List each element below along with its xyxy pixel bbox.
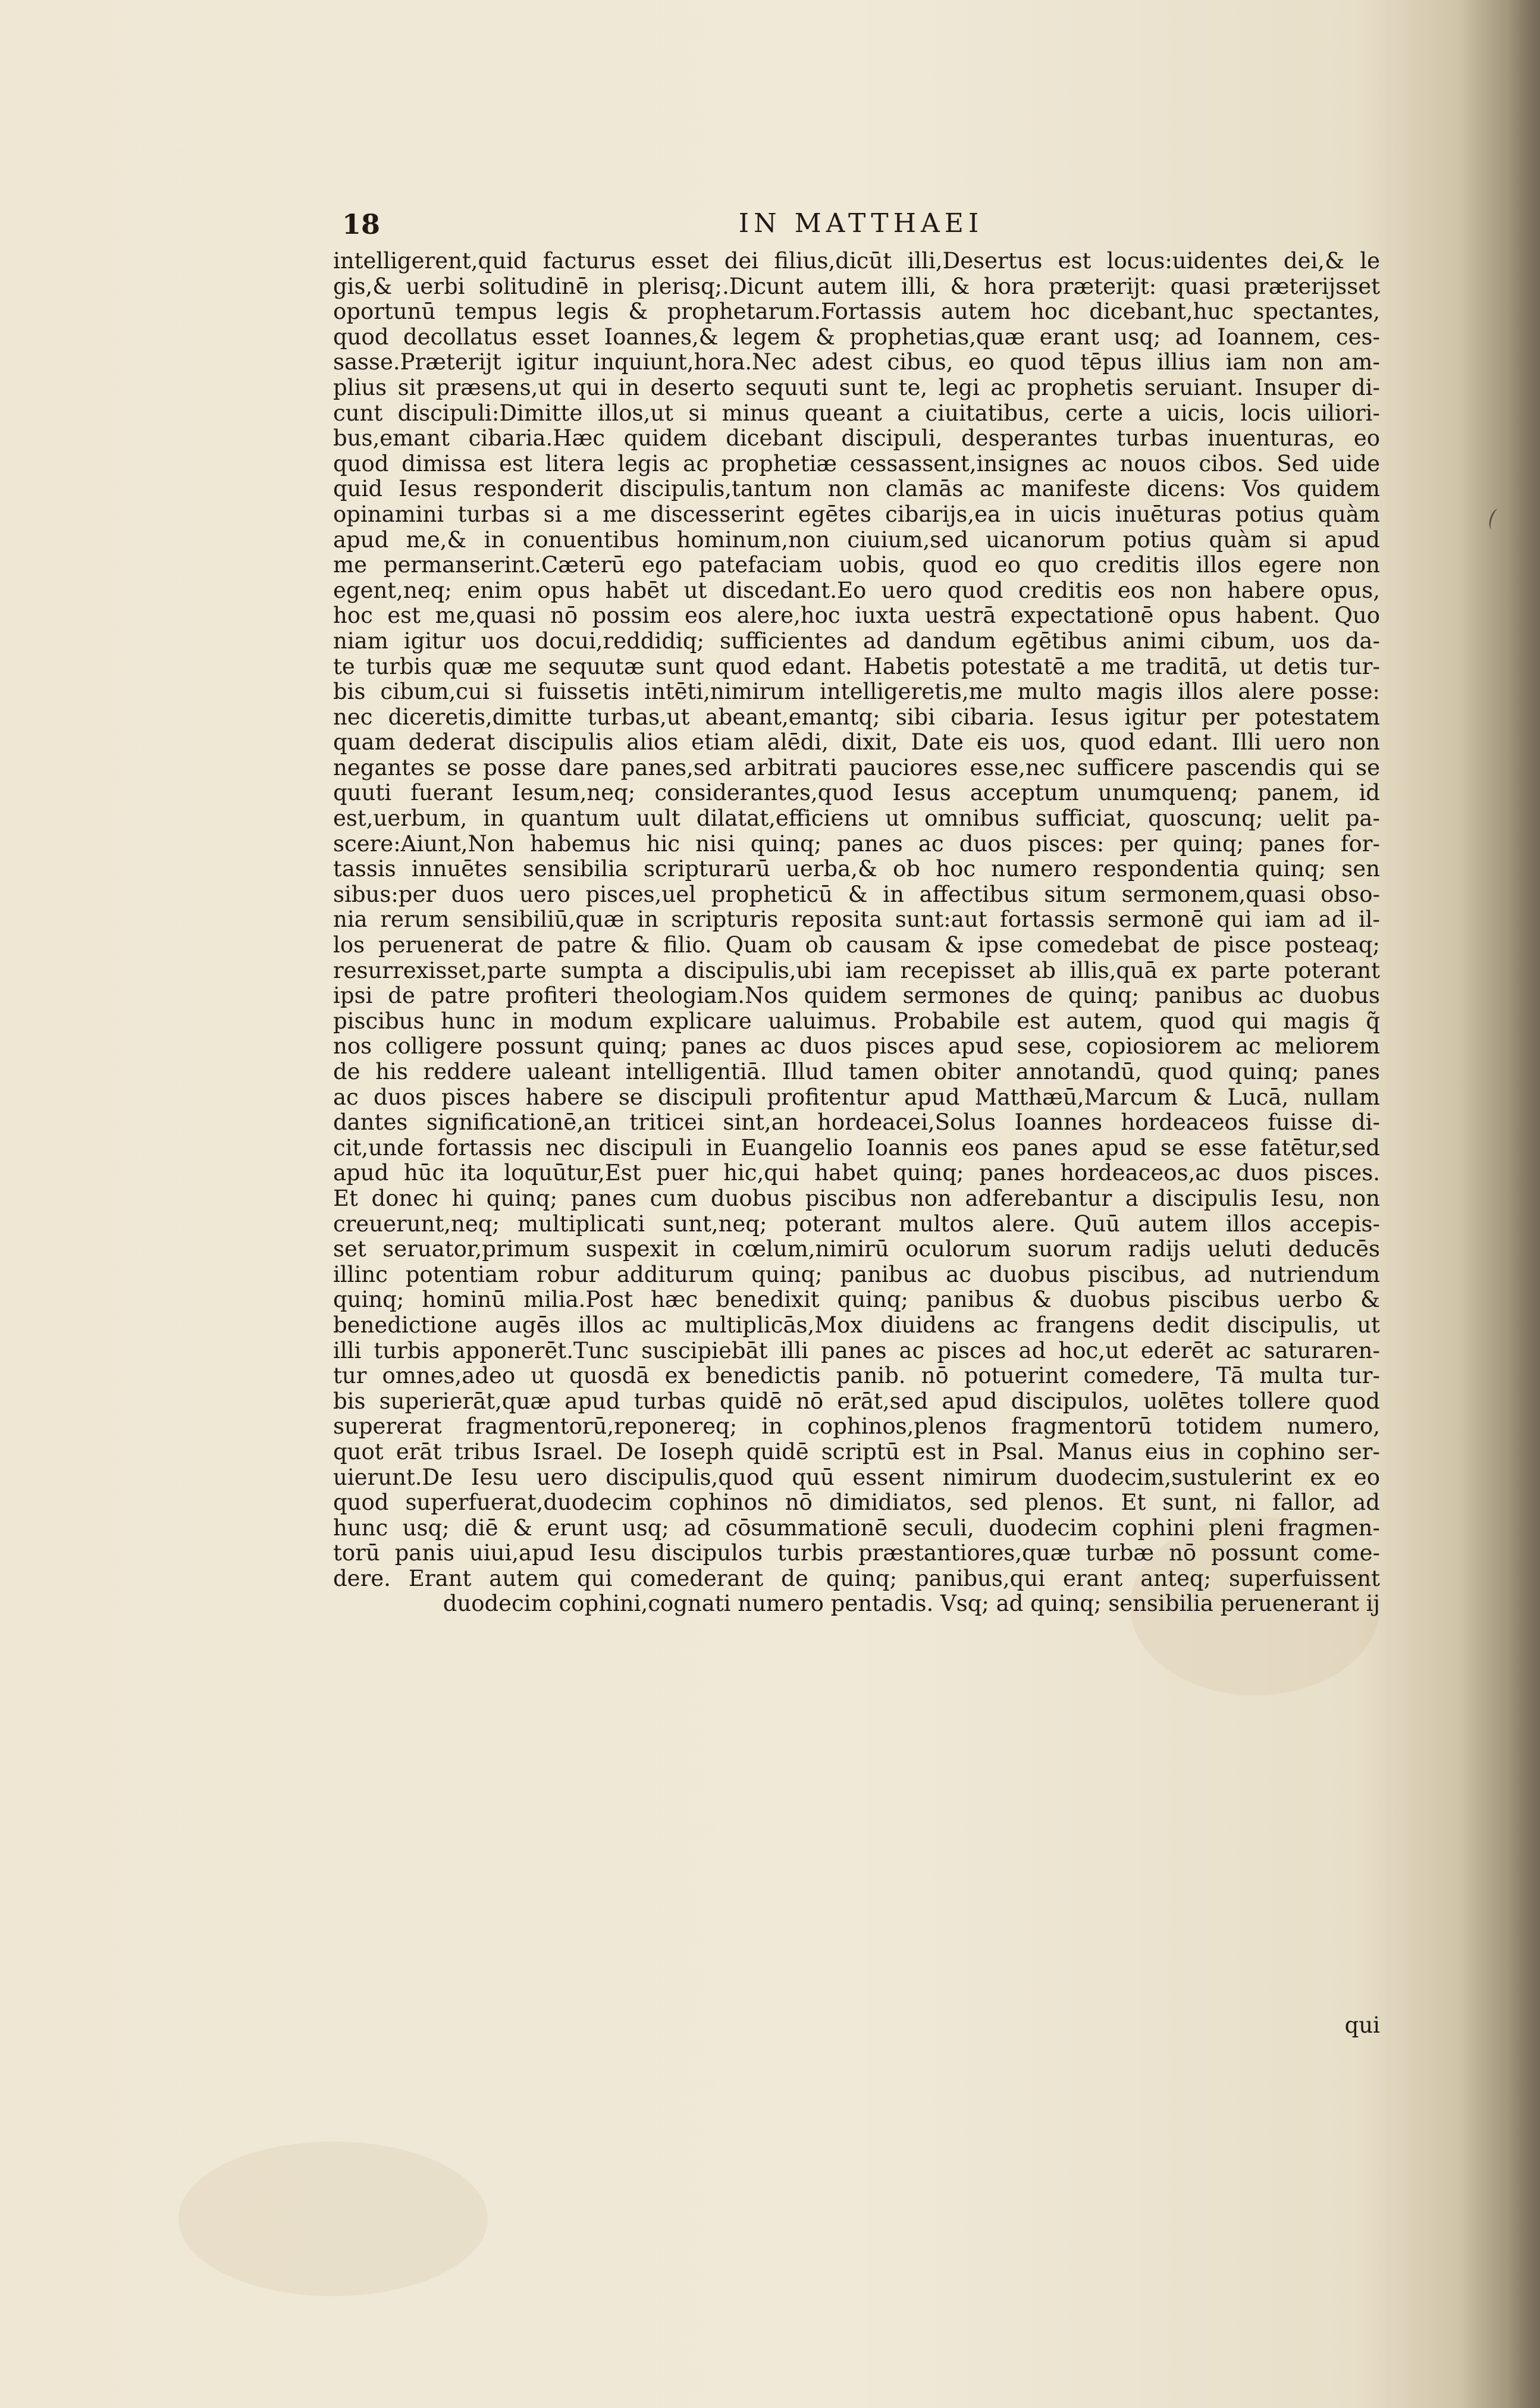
text-line: quot erāt tribus Israel. De Ioseph quidē scriptū est in Psal. Manus eius in cophino ser- (333, 1439, 1380, 1465)
text-line: hoc est me,quasi nō possim eos alere,hoc iuxta uestrā expectationē opus habent. Quo (333, 603, 1380, 629)
text-line: negantes se posse dare panes,sed arbitrati pauciores esse,nec sufficere pascendis qui se (333, 755, 1380, 780)
text-line: creuerunt,neq; multiplicati sunt,neq; poterant multos alere. Quū autem illos accepis- (333, 1211, 1380, 1237)
text-line: tassis innuētes sensibilia scripturarū uerba,& ob hoc numero respondentia quinq; sen (333, 857, 1380, 882)
text-line: de his reddere ualeant intelligentiā. Illud tamen obiter annotandū, quod quinq; panes (333, 1059, 1380, 1084)
text-line: Et donec hi quinq; panes cum duobus piscibus non adferebantur a discipulis Iesu, non (333, 1186, 1380, 1211)
catchword: qui (1344, 2012, 1380, 2038)
text-line: quuti fuerant Iesum,neq; considerantes,quod Iesus acceptum unumquenq; panem, id (333, 780, 1380, 806)
text-line: quod dimissa est litera legis ac prophetiæ cessassent,insignes ac nouos cibos. Sed uide (333, 451, 1380, 476)
text-line: quod decollatus esset Ioannes,& legem & prophetias,quæ erant usq; ad Ioannem, ces- (333, 324, 1380, 350)
text-line: est,uerbum, in quantum uult dilatat,efficiens ut omnibus sufficiat, quoscunq; uelit pa- (333, 806, 1380, 832)
text-line: sibus:per duos uero pisces,uel propheticū & in affectibus situm sermonem,quasi obso- (333, 882, 1380, 907)
text-line: benedictione augēs illos ac multiplicās,Mox diuidens ac frangens dedit discipulis, ut (333, 1312, 1380, 1338)
text-line: ac duos pisces habere se discipuli profitentur apud Matthæū,Marcum & Lucā, nullam (333, 1084, 1380, 1110)
text-line: bis superierāt,quæ apud turbas quidē nō erāt,sed apud discipulos, uolētes tollere quod (333, 1388, 1380, 1414)
page-edge-shadow (1457, 0, 1540, 2408)
text-line: quinq; hominū milia.Post hæc benedixit quinq; panibus & duobus piscibus uerbo & (333, 1287, 1380, 1313)
text-line: bis cibum,cui si fuissetis intēti,nimirum intelligeretis,me multo magis illos alere posse: (333, 679, 1380, 705)
text-line: nia rerum sensibiliū,quæ in scripturis reposita sunt:aut fortassis sermonē qui iam ad il- (333, 907, 1380, 933)
text-line: oportunū tempus legis & prophetarum.Fortassis autem hoc dicebant,huc spectantes, (333, 299, 1380, 325)
text-line: te turbis quæ me sequutæ sunt quod edant. Habetis potestatē a me traditā, ut detis tur- (333, 654, 1380, 679)
text-line: niam igitur uos docui,reddidiq; sufficientes ad dandum egētibus animi cibum, uos da- (333, 628, 1380, 654)
text-line: illinc potentiam robur additurum quinq; panibus ac duobus piscibus, ad nutriendum (333, 1262, 1380, 1287)
text-line: nos colligere possunt quinq; panes ac duos pisces apud sese, copiosiorem ac meliorem (333, 1034, 1380, 1059)
text-line: egent,neq; enim opus habēt ut discedant.Eo uero quod creditis eos non habere opus, (333, 578, 1380, 603)
paper-stain (178, 2142, 488, 2296)
text-line: resurrexisset,parte sumpta a discipulis,ubi iam recepisset ab illis,quā ex parte poterant (333, 958, 1380, 983)
text-line: nec diceretis,dimitte turbas,ut abeant,emantq; sibi cibaria. Iesus igitur per potestatem (333, 704, 1380, 730)
text-line: duodecim cophini,cognati numero pentadis. Vsq; ad quinq; sensibilia peruenerant ij (443, 1591, 1380, 1617)
running-head: IN MATTHAEI (738, 208, 984, 239)
text-line: dere. Erant autem qui comederant de quinq; panibus,qui erant anteq; superfuissent (333, 1566, 1380, 1591)
text-line: hunc usq; diē & erunt usq; ad cōsummationē seculi, duodecim cophini pleni fragmen- (333, 1515, 1380, 1541)
text-line: apud me,& in conuentibus hominum,non ciuium,sed uicanorum potius quàm si apud (333, 527, 1380, 553)
text-line: cunt discipuli:Dimitte illos,ut si minus queant a ciuitatibus, certe a uicis, locis uiliori- (333, 400, 1380, 426)
text-line: supererat fragmentorū,reponereq; in cophinos,plenos fragmentorū totidem numero, (333, 1414, 1380, 1440)
text-line: scere:Aiunt,Non habemus hic nisi quinq; panes ac duos pisces: per quinq; panes for- (333, 831, 1380, 857)
text-line: me permanserint.Cæterū ego patefaciam uobis, quod eo quo creditis illos egere non (333, 553, 1380, 578)
text-line: piscibus hunc in modum explicare ualuimus. Probabile est autem, quod qui magis q̃ (333, 1008, 1380, 1034)
text-line: quod superfuerat,duodecim cophinos nō dimidiatos, sed plenos. Et sunt, ni fallor, ad (333, 1490, 1380, 1516)
page-header (342, 208, 1380, 244)
text-line: intelligerent,quid facturus esset dei filius,dicūt illi,Desertus est locus:uidentes dei,& le (333, 249, 1380, 274)
text-line: apud hūc ita loquūtur,Est puer hic,qui habet quinq; panes hordeaceos,ac duos pisces. (333, 1161, 1380, 1186)
text-line: torū panis uiui,apud Iesu discipulos turbis præstantiores,quæ turbæ nō possunt come- (333, 1541, 1380, 1566)
text-line: quid Iesus responderit discipulis,tantum non clamās ac manifeste dicens: Vos quidem (333, 476, 1380, 502)
text-line: tur omnes,adeo ut quosdā ex benedictis panib. nō potuerint comedere, Tā multa tur- (333, 1363, 1380, 1389)
text-line: gis,& uerbi solitudinē in plerisq;.Dicunt autem illi, & hora præterijt: quasi præterijsset (333, 274, 1380, 299)
body-text (333, 249, 1380, 1617)
text-line: opinamini turbas si a me discesserint egētes cibarijs,ea in uicis inuēturas potius quàm (333, 501, 1380, 527)
text-line: quam dederat discipulis alios etiam alēdi, dixit, Date eis uos, quod edant. Illi uero non (333, 730, 1380, 755)
text-line: ipsi de patre profiteri theologiam.Nos quidem sermones de quinq; panibus ac duobus (333, 983, 1380, 1009)
text-line: set seruator,primum suspexit in cœlum,nimirū oculorum suorum radijs ueluti deducēs (333, 1237, 1380, 1262)
text-line: sasse.Præterijt igitur inquiunt,hora.Nec adest cibus, eo quod tēpus illius iam non am- (333, 350, 1380, 375)
text-line: plius sit præsens,ut qui in deserto sequuti sunt te, legi ac prophetis seruiant. Insuper di- (333, 375, 1380, 400)
text-line: cit,unde fortassis nec discipuli in Euangelio Ioannis eos panes apud se esse fatētur,sed (333, 1135, 1380, 1161)
text-line: illi turbis apponerēt.Tunc suscipiebāt illi panes ac pisces ad hoc,ut ederēt ac saturaren- (333, 1338, 1380, 1363)
folio-number: 18 (342, 208, 381, 240)
text-line: los peruenerat de patre & filio. Quam ob causam & ipse comedebat de pisce posteaq; (333, 933, 1380, 958)
text-line: dantes significationē,an triticei sint,an hordeacei,Solus Ioannes hordeaceos fuisse di- (333, 1110, 1380, 1136)
text-line: uierunt.De Iesu uero discipulis,quod quū essent nimirum duodecim,sustulerint ex eo (333, 1465, 1380, 1490)
text-line: bus,emant cibaria.Hæc quidem dicebant discipuli, desperantes turbas inuenturas, eo (333, 426, 1380, 452)
